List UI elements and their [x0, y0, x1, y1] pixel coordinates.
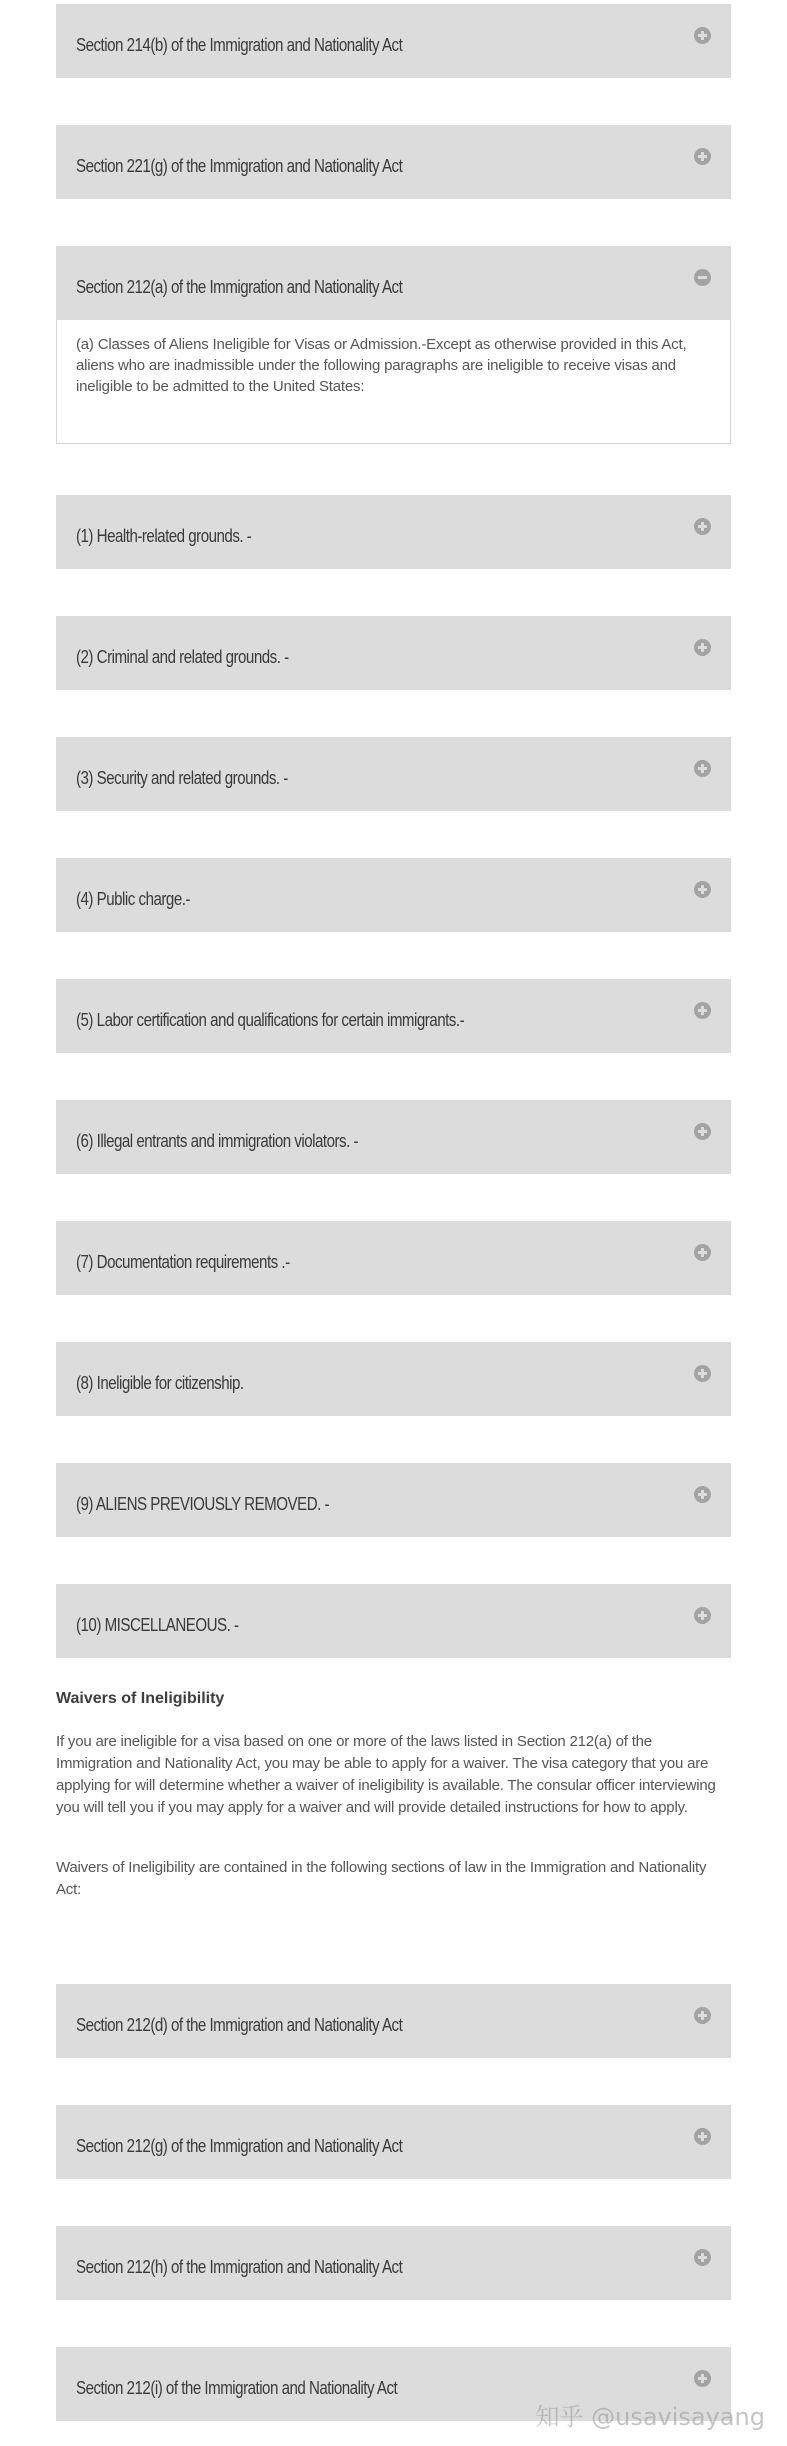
- top-sections: [56, 4, 731, 444]
- accordion-title: Section 212(d) of the Immigration and Nationality Act: [76, 2015, 403, 2035]
- accordion-title: Section 214(b) of the Immigration and Nationality Act: [76, 35, 403, 55]
- panel-text: (a) Classes of Aliens Ineligible for Visas or Admission.-Except as otherwise provided in this Act, aliens who are inadmissible under the following paragraphs are ineligible to receive visas and ineligible to be admitted to the United States:: [76, 336, 687, 395]
- watermark: 知乎 @usavisayang: [535, 2403, 765, 2431]
- waivers-paragraph-2: Waivers of Ineligibility are contained in the following sections of law in the Immigration and Nationality Act:: [56, 1859, 707, 1898]
- plus-circle-icon[interactable]: [694, 2007, 711, 2024]
- accordion-ground-10[interactable]: [56, 1584, 731, 1658]
- accordion-title: Section 212(h) of the Immigration and Nationality Act: [76, 2257, 403, 2277]
- plus-circle-icon[interactable]: [694, 1123, 711, 1140]
- plus-circle-icon[interactable]: [694, 27, 711, 44]
- accordion-panel-212a: [56, 320, 731, 444]
- accordion-title: (10) MISCELLANEOUS. -: [76, 1615, 239, 1635]
- accordion-ground-5[interactable]: [56, 979, 731, 1053]
- plus-circle-icon[interactable]: [694, 1607, 711, 1624]
- accordion-title: (5) Labor certification and qualifications for certain immigrants.-: [76, 1010, 465, 1030]
- accordion-section-214b[interactable]: [56, 4, 731, 78]
- accordion-ground-6[interactable]: [56, 1100, 731, 1174]
- accordion-title: (9) ALIENS PREVIOUSLY REMOVED. -: [76, 1494, 330, 1514]
- plus-circle-icon[interactable]: [694, 148, 711, 165]
- waiver-sections: [56, 1984, 731, 2421]
- minus-circle-icon[interactable]: [694, 269, 711, 286]
- plus-circle-icon[interactable]: [694, 639, 711, 656]
- accordion-ground-3[interactable]: [56, 737, 731, 811]
- accordion-title: Section 212(i) of the Immigration and Nationality Act: [76, 2378, 398, 2398]
- accordion-ground-8[interactable]: [56, 1342, 731, 1416]
- waivers-heading: Waivers of Ineligibility: [56, 1690, 225, 1707]
- waivers-paragraph-1: If you are ineligible for a visa based on one or more of the laws listed in Section 212(a) of the Immigration and Nationality Act, you may be able to apply for a waiver. The visa category that you are applying for will determine whether a waiver of ineligibility is available. The consular officer interviewing you will tell you if you may apply for a waiver and will provide detailed instructions for how to apply.: [56, 1733, 716, 1816]
- accordion-section-212a[interactable]: [56, 246, 731, 320]
- accordion-title: Section 212(g) of the Immigration and Nationality Act: [76, 2136, 403, 2156]
- accordion-title: (8) Ineligible for citizenship.: [76, 1373, 244, 1393]
- accordion-ground-1[interactable]: [56, 495, 731, 569]
- plus-circle-icon[interactable]: [694, 1244, 711, 1261]
- accordion-title: Section 212(a) of the Immigration and Nationality Act: [76, 277, 403, 297]
- accordion-title: (7) Documentation requirements .-: [76, 1252, 290, 1272]
- plus-circle-icon[interactable]: [694, 518, 711, 535]
- plus-circle-icon[interactable]: [694, 2128, 711, 2145]
- accordion-title: (4) Public charge.-: [76, 889, 190, 909]
- accordion-ground-4[interactable]: [56, 858, 731, 932]
- plus-circle-icon[interactable]: [694, 1002, 711, 1019]
- accordion-section-212h[interactable]: [56, 2226, 731, 2300]
- accordion-section-212g[interactable]: [56, 2105, 731, 2179]
- accordion-section-212d[interactable]: [56, 1984, 731, 2058]
- plus-circle-icon[interactable]: [694, 760, 711, 777]
- plus-circle-icon[interactable]: [694, 2370, 711, 2387]
- accordion-title: (3) Security and related grounds. -: [76, 768, 288, 788]
- accordion-title: Section 221(g) of the Immigration and Nationality Act: [76, 156, 403, 176]
- accordion-ground-2[interactable]: [56, 616, 731, 690]
- plus-circle-icon[interactable]: [694, 1486, 711, 1503]
- plus-circle-icon[interactable]: [694, 1365, 711, 1382]
- grounds-list: [56, 495, 731, 1658]
- accordion-title: (6) Illegal entrants and immigration violators. -: [76, 1131, 359, 1151]
- plus-circle-icon[interactable]: [694, 881, 711, 898]
- accordion-ground-7[interactable]: [56, 1221, 731, 1295]
- plus-circle-icon[interactable]: [694, 2249, 711, 2266]
- accordion-section-221g[interactable]: [56, 125, 731, 199]
- accordion-title: (2) Criminal and related grounds. -: [76, 647, 289, 667]
- accordion-title: (1) Health-related grounds. -: [76, 526, 252, 546]
- accordion-ground-9[interactable]: [56, 1463, 731, 1537]
